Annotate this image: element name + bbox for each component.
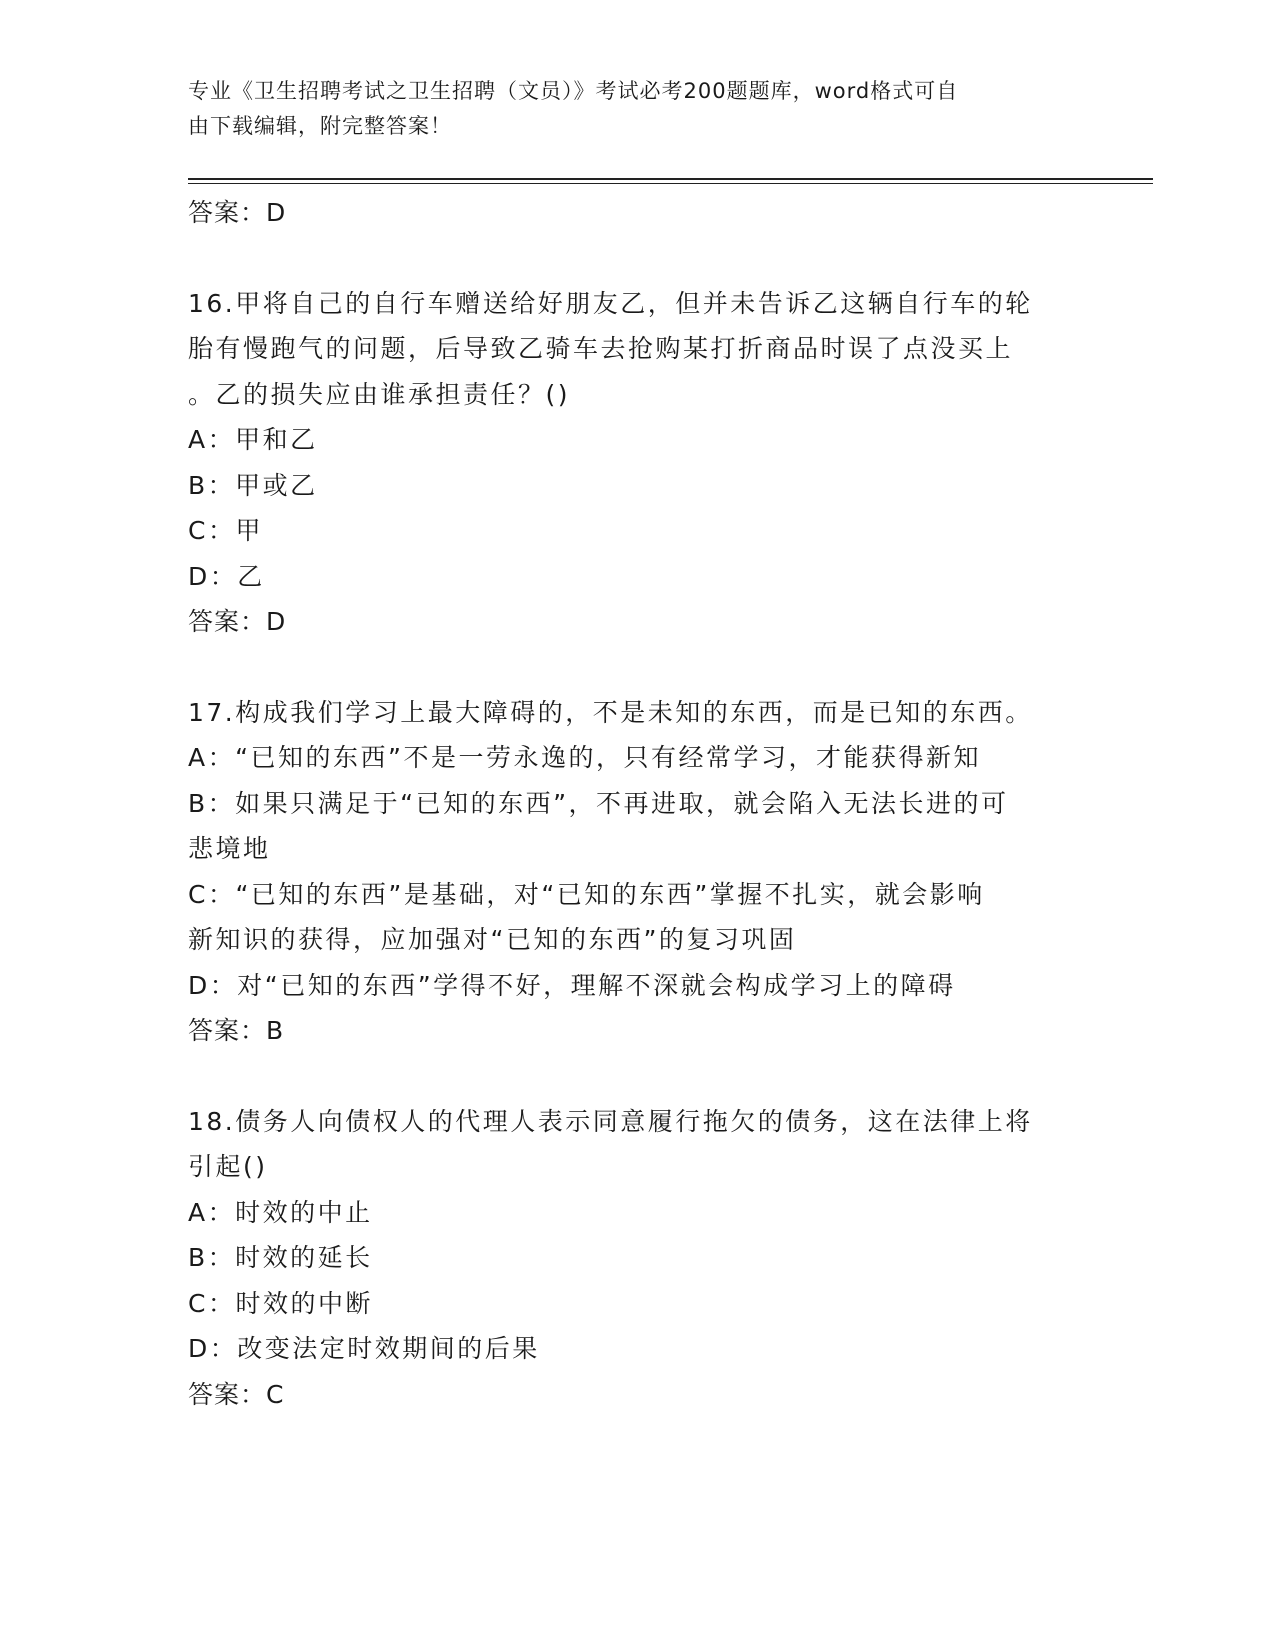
question-17 bbox=[188, 690, 1078, 1054]
option-a: A：时效的中止 bbox=[188, 1197, 373, 1227]
option-c: C：甲 bbox=[188, 516, 263, 545]
question-16 bbox=[188, 281, 1078, 645]
question-list bbox=[188, 190, 1078, 1417]
previous-answer: 答案：D bbox=[188, 198, 287, 227]
spacer bbox=[188, 236, 1078, 281]
header-line: 专业《卫生招聘考试之卫生招聘（文员）》考试必考200题题库，word格式可自 bbox=[188, 79, 959, 103]
option-d: D：对“已知的东西”学得不好，理解不深就会构成学习上的障碍 bbox=[188, 970, 956, 1000]
option-c: C：时效的中断 bbox=[188, 1288, 373, 1318]
option-a: A：甲和乙 bbox=[188, 425, 318, 454]
option-b: B：甲或乙 bbox=[188, 470, 318, 500]
answer: 答案：D bbox=[188, 607, 287, 636]
header-line: 由下载编辑，附完整答案！ bbox=[188, 114, 452, 138]
option-d: D：乙 bbox=[188, 561, 265, 591]
answer: 答案：B bbox=[188, 1016, 285, 1045]
answer: 答案：C bbox=[188, 1379, 285, 1409]
option-a: A：“已知的东西”不是一劳永逸的，只有经常学习，才能获得新知 bbox=[188, 743, 982, 772]
question-text: 18.债务人向债权人的代理人表示同意履行拖欠的债务，这在法律上将 bbox=[188, 1106, 1033, 1136]
option-b: B：时效的延长 bbox=[188, 1243, 373, 1272]
header-divider-thin bbox=[188, 183, 1153, 184]
question-text: 16.甲将自己的自行车赠送给好朋友乙，但并未告诉乙这辆自行车的轮 bbox=[188, 288, 1033, 318]
spacer bbox=[188, 645, 1078, 690]
spacer bbox=[188, 1054, 1078, 1099]
question-text: 引起() bbox=[188, 1152, 268, 1181]
question-text: 胎有慢跑气的问题，后导致乙骑车去抢购某打折商品时误了点没买上 bbox=[188, 334, 1014, 363]
question-text: 17.构成我们学习上最大障碍的，不是未知的东西，而是已知的东西。 bbox=[188, 697, 1033, 727]
header-divider-thick bbox=[188, 178, 1153, 180]
document-header bbox=[188, 74, 1068, 144]
option-d: D：改变法定时效期间的后果 bbox=[188, 1334, 540, 1363]
option-b-continued: 悲境地 bbox=[188, 834, 271, 863]
question-text: 。乙的损失应由谁承担责任？() bbox=[188, 379, 571, 409]
option-c-continued: 新知识的获得，应加强对“已知的东西”的复习巩固 bbox=[188, 925, 797, 954]
question-18 bbox=[188, 1099, 1078, 1418]
option-c: C：“已知的东西”是基础，对“已知的东西”掌握不扎实，就会影响 bbox=[188, 879, 985, 909]
option-b: B：如果只满足于“已知的东西”，不再进取，就会陷入无法长进的可 bbox=[188, 788, 1009, 818]
